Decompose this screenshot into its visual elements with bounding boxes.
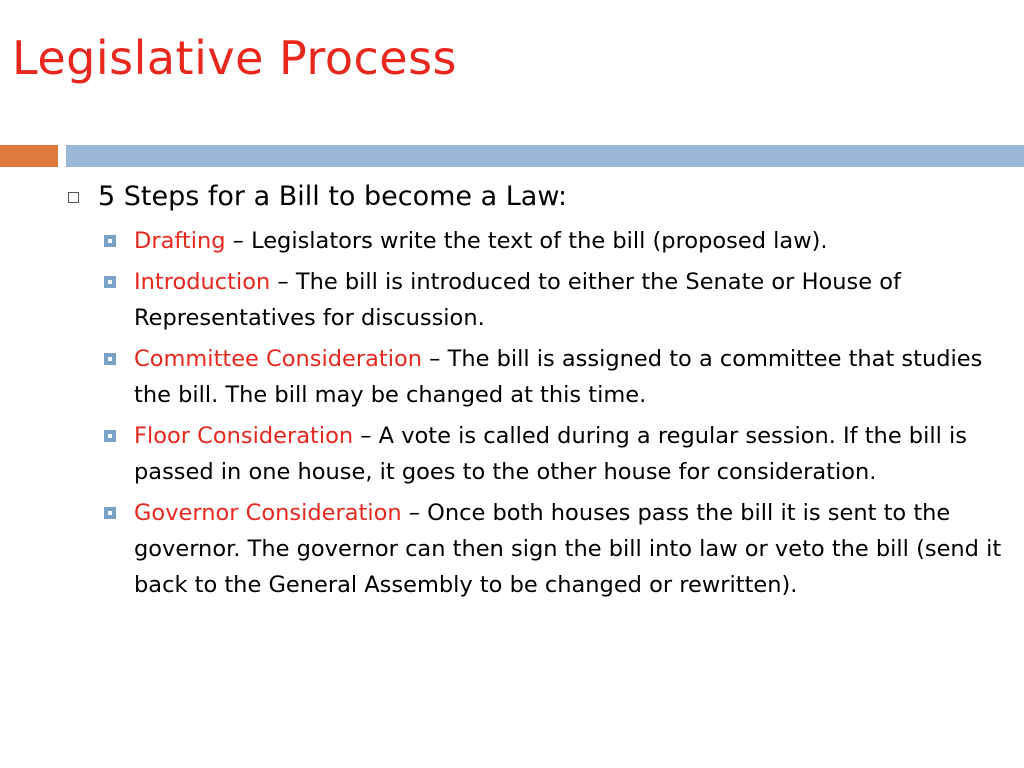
step-term: Governor Consideration <box>134 500 402 526</box>
step-floor-consideration <box>102 418 1012 490</box>
step-description: – Once both houses pass the bill it is sent to the governor. The governor can then sign the bill into law or veto the bill (send it back to the General Assembly to be changed or rewritten). <box>134 500 1002 598</box>
hollow-square-icon <box>62 176 98 218</box>
filled-square-icon <box>102 495 134 531</box>
accent-bar-orange <box>0 145 58 167</box>
step-term: Drafting <box>134 228 226 254</box>
step-committee-consideration <box>102 341 1012 413</box>
step-description: – The bill is assigned to a committee that studies the bill. The bill may be changed at this time. <box>134 346 983 408</box>
step-term: Committee Consideration <box>134 346 423 372</box>
step-term: Introduction <box>134 269 271 295</box>
step-drafting <box>102 223 1012 259</box>
slide-content <box>62 176 1012 603</box>
step-description: – Legislators write the text of the bill (proposed law). <box>225 228 828 254</box>
step-description: – A vote is called during a regular session. If the bill is passed in one house, it goes to the other house for consideration. <box>134 423 967 485</box>
filled-square-icon <box>102 223 134 259</box>
filled-square-icon <box>102 418 134 454</box>
step-governor-consideration <box>102 495 1012 603</box>
steps-list <box>62 223 1012 603</box>
step-term: Floor Consideration <box>134 423 354 449</box>
main-bullet <box>62 176 1012 218</box>
accent-bar-blue <box>66 145 1024 167</box>
main-bullet-text: 5 Steps for a Bill to become a Law: <box>98 181 568 212</box>
filled-square-icon <box>102 341 134 377</box>
slide-title: Legislative Process <box>12 31 457 85</box>
step-introduction <box>102 264 1012 336</box>
step-description: – The bill is introduced to either the Senate or House of Representatives for discussion. <box>134 269 901 331</box>
filled-square-icon <box>102 264 134 300</box>
